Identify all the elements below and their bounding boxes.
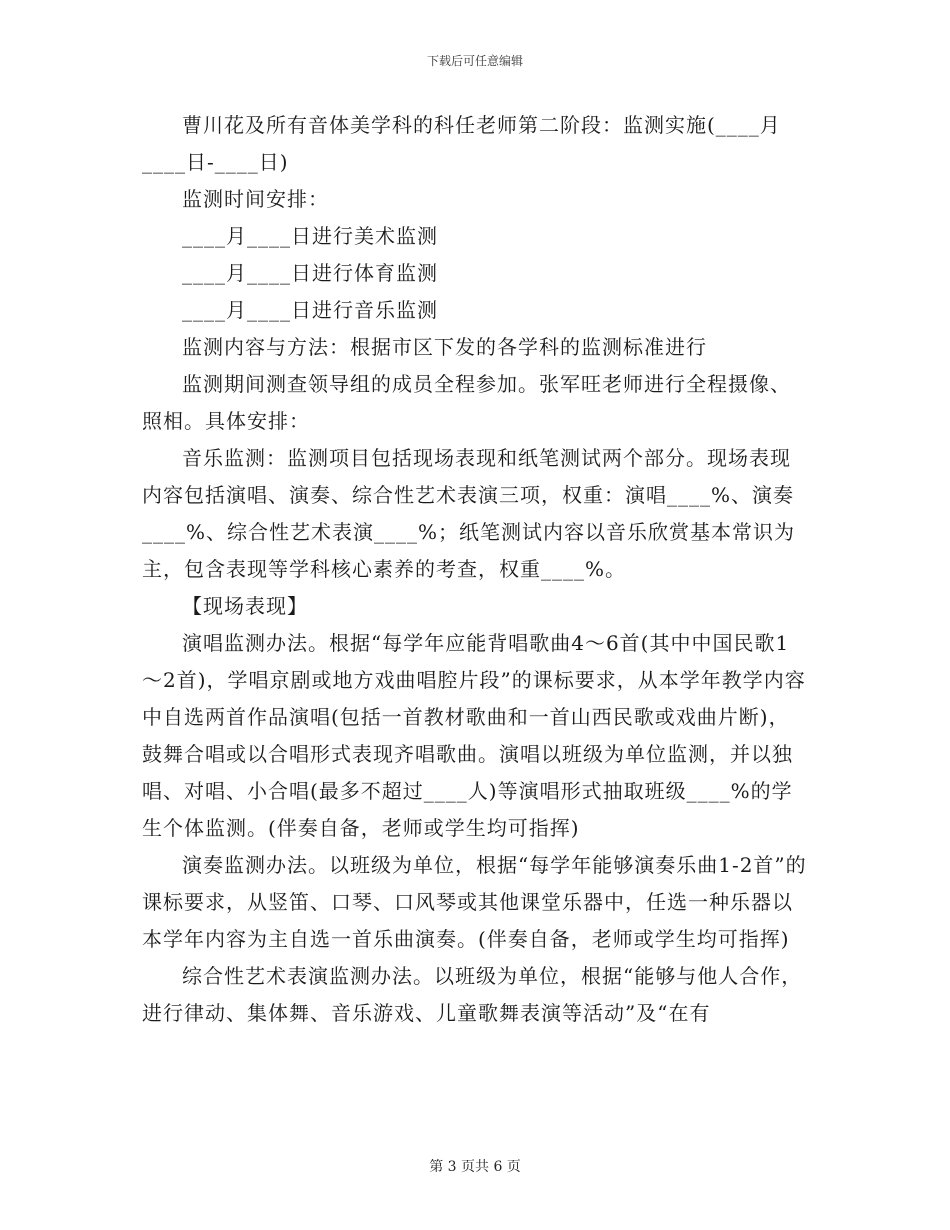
paragraph-staff-and-phase-two: 曹川花及所有音体美学科的科任老师第二阶段：监测实施(____月____日-____日)	[142, 113, 781, 174]
page-header: 下载后可任意编辑	[426, 54, 523, 68]
paragraph-integrated-arts-method: 综合性艺术表演监测办法。以班级为单位，根据“能够与他人合作，进行律动、集体舞、音乐游戏、儿童歌舞表演等活动”及“在有	[142, 964, 803, 1025]
section-heading-live-performance: 【现场表现】	[182, 594, 308, 618]
page-number: 第 3 页共 6 页	[429, 1159, 521, 1175]
paragraph-singing-method: 演唱监测办法。根据“每学年应能背唱歌曲4～6首(其中中国民歌1～2首)，学唱京剧或地方戏曲唱腔片段”的课标要求，从本学年教学内容中自选两首作品演唱(包括一首教材歌曲和一首山西民歌或戏曲片断)，鼓舞合唱或以合唱形式表现齐唱歌曲。演唱以班级为单位监测，并以独唱、对唱、小合唱(最多不超过____人)等演唱形式抽取班级____%的学生个体监测。(伴奏自备，老师或学生均可指挥)	[142, 631, 806, 840]
paragraph-music-date: ____月____日进行音乐监测	[182, 298, 438, 322]
paragraph-content-and-methods: 监测内容与方法：根据市区下发的各学科的监测标准进行	[182, 335, 707, 359]
paragraph-instrument-method: 演奏监测办法。以班级为单位，根据“每学年能够演奏乐曲1-2首”的课标要求，从竖笛、口琴、口风琴或其他课堂乐器中，任选一种乐器以本学年内容为主自选一首乐曲演奏。(伴奏自备，老师或学生均可指挥)	[142, 853, 807, 951]
paragraph-schedule-heading: 监测时间安排：	[182, 187, 329, 211]
document-body	[142, 107, 810, 1032]
paragraph-art-date: ____月____日进行美术监测	[182, 224, 438, 248]
paragraph-music-monitoring: 音乐监测：监测项目包括现场表现和纸笔测试两个部分。现场表现内容包括演唱、演奏、综合性艺术表演三项，权重：演唱____%、演奏____%、综合性艺术表演____%；纸笔测试内容以音乐欣赏基本常识为主，包含表现等学科核心素养的考查，权重____%。	[142, 446, 796, 581]
paragraph-pe-date: ____月____日进行体育监测	[182, 261, 438, 285]
paragraph-leadership-participation: 监测期间测查领导组的成员全程参加。张军旺老师进行全程摄像、照相。具体安排：	[142, 372, 791, 433]
